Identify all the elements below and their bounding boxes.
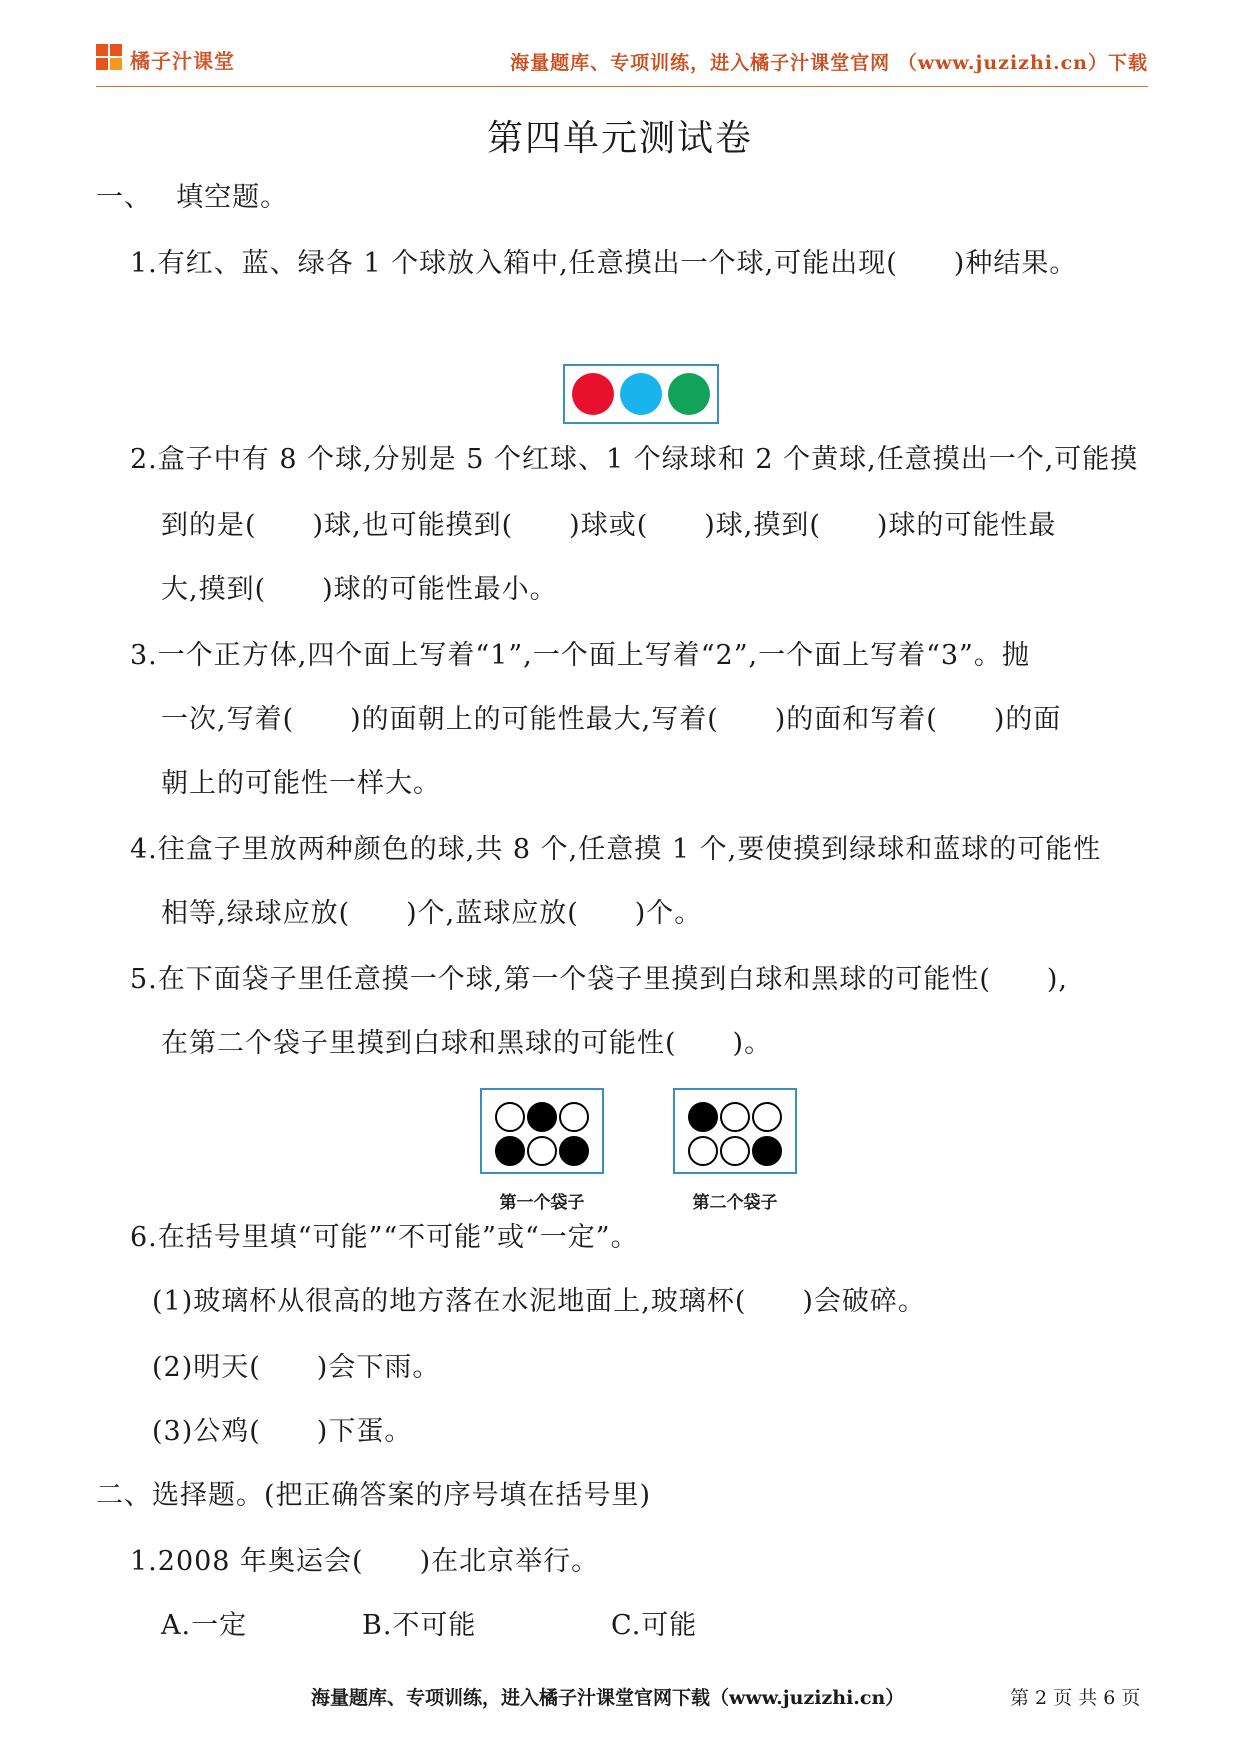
question-6: 6.在括号里填“可能”“不可能”或“一定”。 bbox=[130, 1222, 639, 1253]
bag-1-figure bbox=[480, 1088, 604, 1174]
question-3-line-2: 一次,写着( )的面朝上的可能性最大,写着( )的面和写着( )的面 bbox=[161, 704, 1062, 735]
section-choice-heading: 二、选择题。(把正确答案的序号填在括号里) bbox=[96, 1480, 652, 1511]
question-1: 1.有红、蓝、绿各 1 个球放入箱中,任意摸出一个球,可能出现( )种结果。 bbox=[130, 248, 1078, 279]
page-number: 第 2 页 共 6 页 bbox=[1010, 1687, 1141, 1709]
bag1-ball-black bbox=[496, 1137, 524, 1165]
bag1-ball-white bbox=[496, 1103, 524, 1131]
bag-2-figure bbox=[673, 1088, 797, 1174]
choice-option-b: B.不可能 bbox=[362, 1610, 477, 1641]
choice-question-1: 1.2008 年奥运会( )在北京举行。 bbox=[130, 1546, 600, 1577]
question-2-line-3: 大,摸到( )球的可能性最小。 bbox=[161, 574, 558, 605]
bag2-ball-white bbox=[753, 1103, 781, 1131]
bag1-ball-black bbox=[560, 1137, 588, 1165]
page-header bbox=[96, 40, 1148, 87]
green-ball bbox=[668, 373, 710, 415]
bag2-ball-white bbox=[721, 1137, 749, 1165]
logo bbox=[96, 44, 235, 74]
question-3-line-3: 朝上的可能性一样大。 bbox=[161, 768, 441, 799]
question-2-line-2: 到的是( )球,也可能摸到( )球或( )球,摸到( )球的可能性最 bbox=[161, 510, 1057, 541]
question-4-line-1: 4.往盒子里放两种颜色的球,共 8 个,任意摸 1 个,要使摸到绿球和蓝球的可能性 bbox=[130, 834, 1102, 865]
bag-1-caption: 第一个袋子 bbox=[499, 1193, 585, 1213]
choice-option-a: A.一定 bbox=[161, 1610, 248, 1641]
rgb-balls-figure bbox=[563, 364, 719, 424]
question-2-line-1: 2.盒子中有 8 个球,分别是 5 个红球、1 个绿球和 2 个黄球,任意摸出一个,可能摸 bbox=[130, 444, 1139, 475]
bag1-ball-white bbox=[560, 1103, 588, 1131]
logo-icon bbox=[96, 44, 124, 74]
bag2-ball-white bbox=[689, 1137, 717, 1165]
question-6-1: (1)玻璃杯从很高的地方落在水泥地面上,玻璃杯( )会破碎。 bbox=[152, 1286, 926, 1317]
bag1-ball-black bbox=[528, 1103, 556, 1131]
choice-option-c: C.可能 bbox=[611, 1610, 698, 1641]
question-6-2: (2)明天( )会下雨。 bbox=[152, 1352, 441, 1383]
bag2-ball-black bbox=[753, 1137, 781, 1165]
logo-text: 橘子汁课堂 bbox=[130, 48, 235, 73]
footer-text: 海量题库、专项训练，进入橘子汁课堂官网下载（www.juzizhi.cn） bbox=[311, 1687, 905, 1709]
question-6-3: (3)公鸡( )下蛋。 bbox=[152, 1416, 413, 1447]
section-fill-heading: 一、 填空题。 bbox=[96, 182, 289, 213]
header-tagline: 海量题库、专项训练，进入橘子汁课堂官网 （www.juzizhi.cn）下载 bbox=[510, 52, 1148, 74]
blue-ball bbox=[620, 373, 662, 415]
question-4-line-2: 相等,绿球应放( )个,蓝球应放( )个。 bbox=[161, 898, 703, 929]
bag1-ball-white bbox=[528, 1137, 556, 1165]
question-5-line-2: 在第二个袋子里摸到白球和黑球的可能性( )。 bbox=[161, 1028, 773, 1059]
bag2-ball-black bbox=[689, 1103, 717, 1131]
bag-2-caption: 第二个袋子 bbox=[692, 1193, 778, 1213]
question-5-line-1: 5.在下面袋子里任意摸一个球,第一个袋子里摸到白球和黑球的可能性( ), bbox=[130, 964, 1068, 995]
bag2-ball-white bbox=[721, 1103, 749, 1131]
question-3-line-1: 3.一个正方体,四个面上写着“1”,一个面上写着“2”,一个面上写着“3”。抛 bbox=[130, 640, 1030, 671]
page-title: 第四单元测试卷 bbox=[486, 118, 753, 159]
red-ball bbox=[572, 373, 614, 415]
